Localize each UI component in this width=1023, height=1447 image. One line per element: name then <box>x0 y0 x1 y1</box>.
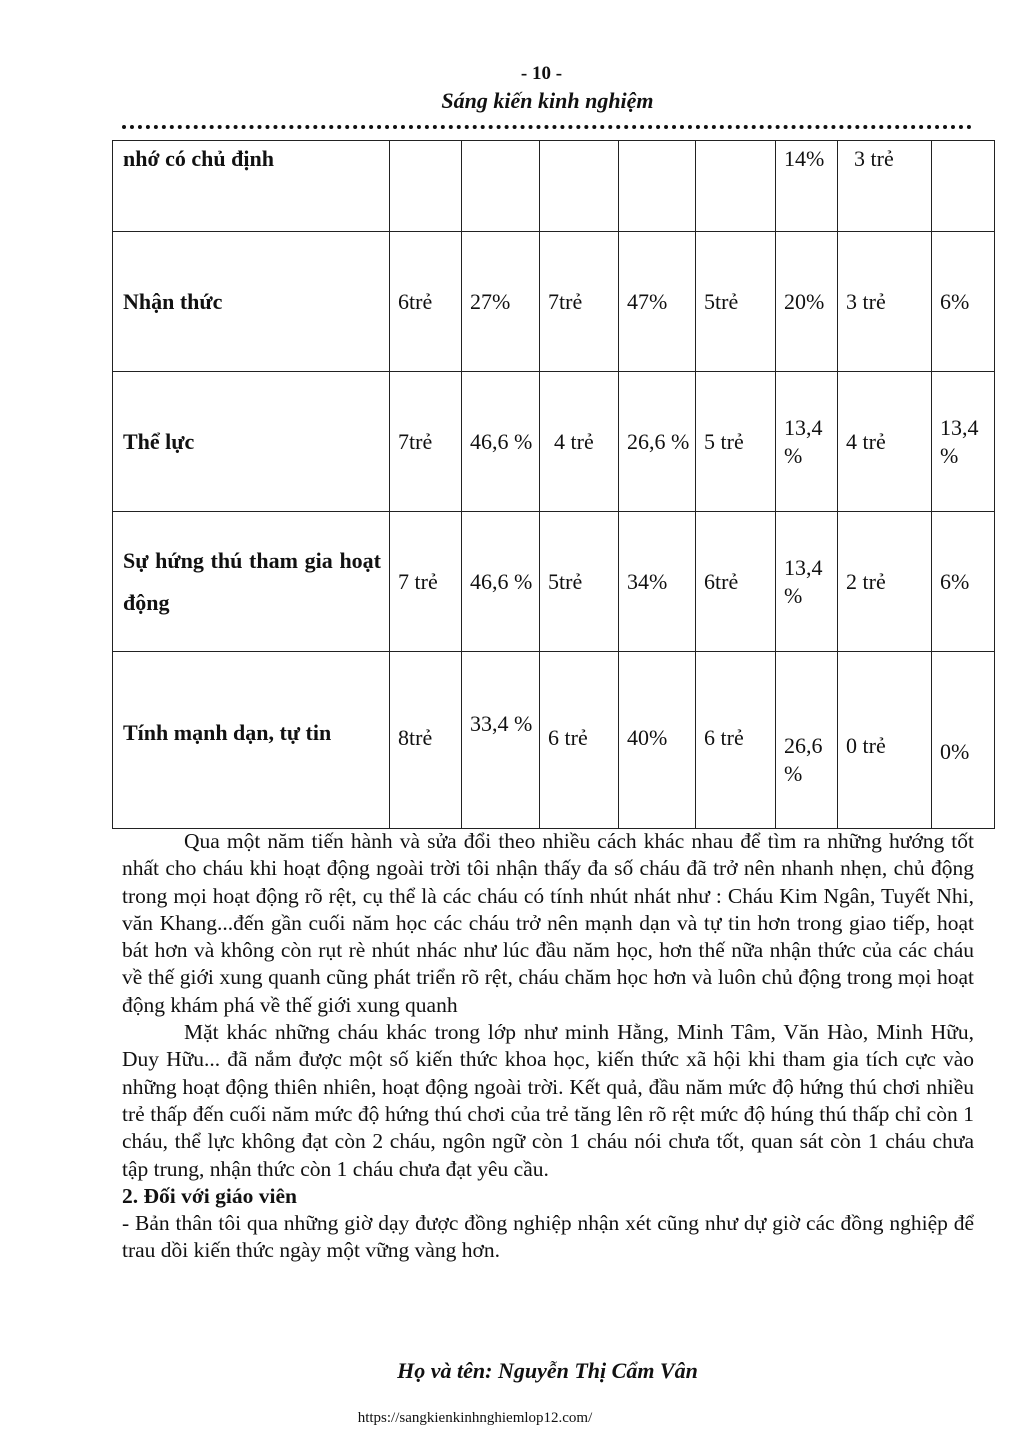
table-row <box>113 232 995 372</box>
table-cell: 7 trẻ <box>390 512 462 652</box>
table-cell: 13,4 % <box>776 512 838 652</box>
paragraph: Qua một năm tiến hành và sửa đổi theo nhiều cách khác nhau để tìm ra những hướng tốt nhất cho cháu khi hoạt động ngoài trời tôi nhận thấy đa số cháu đã trở nên nhanh nhẹn, chủ động trong mọi hoạt động rõ rệt, cụ thể là các cháu có tính nhút nhát như : Cháu Kim Ngân, Tuyết Nhi, văn Khang...đến gần cuối năm học các cháu trở nên mạnh dạn và tự tin hơn trong giao tiếp, hoạt bát hơn và không còn rụt rè nhút nhác như lúc đầu năm học, hơn thế nữa nhận thức của các cháu về thế giới xung quanh cũng phát triển rõ rệt, cháu chăm học hơn và luôn chủ động trong mọi hoạt động khám phá về thế giới xung quanh <box>122 829 974 1017</box>
table-cell: 47% <box>619 232 696 372</box>
table-cell: 2 trẻ <box>838 512 932 652</box>
table-cell: 6trẻ <box>696 512 776 652</box>
table-cell: 5trẻ <box>540 512 619 652</box>
table-cell: 34% <box>619 512 696 652</box>
table-cell: 46,6 % <box>462 372 540 512</box>
table-cell <box>390 141 462 232</box>
table-cell: 4 trẻ <box>540 372 619 512</box>
table-cell: 40% <box>619 652 696 829</box>
table-cell: 6 trẻ <box>696 652 776 829</box>
document-title: Sáng kiến kinh nghiệm <box>441 88 654 113</box>
table-cell <box>540 141 619 232</box>
table-row <box>113 652 995 829</box>
page-number: - 10 - <box>520 63 563 84</box>
table-cell <box>932 141 995 232</box>
table-cell: 20% <box>776 232 838 372</box>
table-cell: 7trẻ <box>540 232 619 372</box>
table-cell: 6% <box>932 512 995 652</box>
table-cell: 26,6 % <box>776 652 838 829</box>
table-cell <box>619 141 696 232</box>
table-row <box>113 141 995 232</box>
table-cell: 26,6 % <box>619 372 696 512</box>
table-cell: 4 trẻ <box>838 372 932 512</box>
table-cell <box>696 141 776 232</box>
dotted-divider <box>122 125 972 129</box>
table-cell: 3 trẻ <box>838 141 932 232</box>
table-cell: 33,4 % <box>462 652 540 829</box>
table-cell: 5trẻ <box>696 232 776 372</box>
table-row <box>113 372 995 512</box>
table-cell: 0 trẻ <box>838 652 932 829</box>
criterion-cell: Nhận thức <box>113 232 390 372</box>
table-cell: 13,4 % <box>932 372 995 512</box>
footer-url: https://sangkienkinhnghiemlop12.com/ <box>357 1410 593 1426</box>
criterion-cell: Tính mạnh dạn, tự tin <box>113 652 390 829</box>
table-cell: 6 trẻ <box>540 652 619 829</box>
table-cell: 27% <box>462 232 540 372</box>
table-cell: 3 trẻ <box>838 232 932 372</box>
section-heading: 2. Đối với giáo viên <box>122 1183 297 1208</box>
paragraph: Mặt khác những cháu khác trong lớp như minh Hằng, Minh Tâm, Văn Hào, Minh Hữu, Duy Hữu... đã nắm được một số kiến thức khoa học, kiến thức xã hội khi tham gia tích cực vào những hoạt động thiên nhiên, hoạt động ngoài trời. Kết quả, đầu năm mức độ hứng thú chơi nhiều trẻ thấp đến cuối năm mức độ hứng thú chơi của trẻ tăng lên rõ rệt mức độ húng thú thấp chỉ còn 1 cháu, thể lực không đạt còn 2 cháu, ngôn ngữ còn 1 cháu nói chưa tốt, quan sát còn 1 cháu chưa tập trung, nhận thức còn 1 cháu chưa đạt yêu cầu. <box>122 1020 974 1181</box>
author-name: Họ và tên: Nguyễn Thị Cẩm Vân <box>397 1358 698 1383</box>
body-text <box>122 828 974 1265</box>
table-cell: 5 trẻ <box>696 372 776 512</box>
table-cell: 14% <box>776 141 838 232</box>
criterion-cell: Thể lực <box>113 372 390 512</box>
table-cell: 46,6 % <box>462 512 540 652</box>
criterion-cell: nhớ có chủ định <box>113 141 390 232</box>
results-table <box>112 140 995 829</box>
paragraph: - Bản thân tôi qua những giờ dạy được đồng nghiệp nhận xét cũng như dự giờ các đồng nghiệp để trau dồi kiến thức ngày một vững vàng hơn. <box>122 1211 974 1263</box>
criterion-cell: Sự hứng thú tham gia hoạt động <box>113 512 390 652</box>
table-cell: 13,4 % <box>776 372 838 512</box>
table-cell: 7trẻ <box>390 372 462 512</box>
table-cell: 6% <box>932 232 995 372</box>
table-cell: 0% <box>932 652 995 829</box>
table-row <box>113 512 995 652</box>
table-cell <box>462 141 540 232</box>
table-cell: 6trẻ <box>390 232 462 372</box>
table-cell: 8trẻ <box>390 652 462 829</box>
